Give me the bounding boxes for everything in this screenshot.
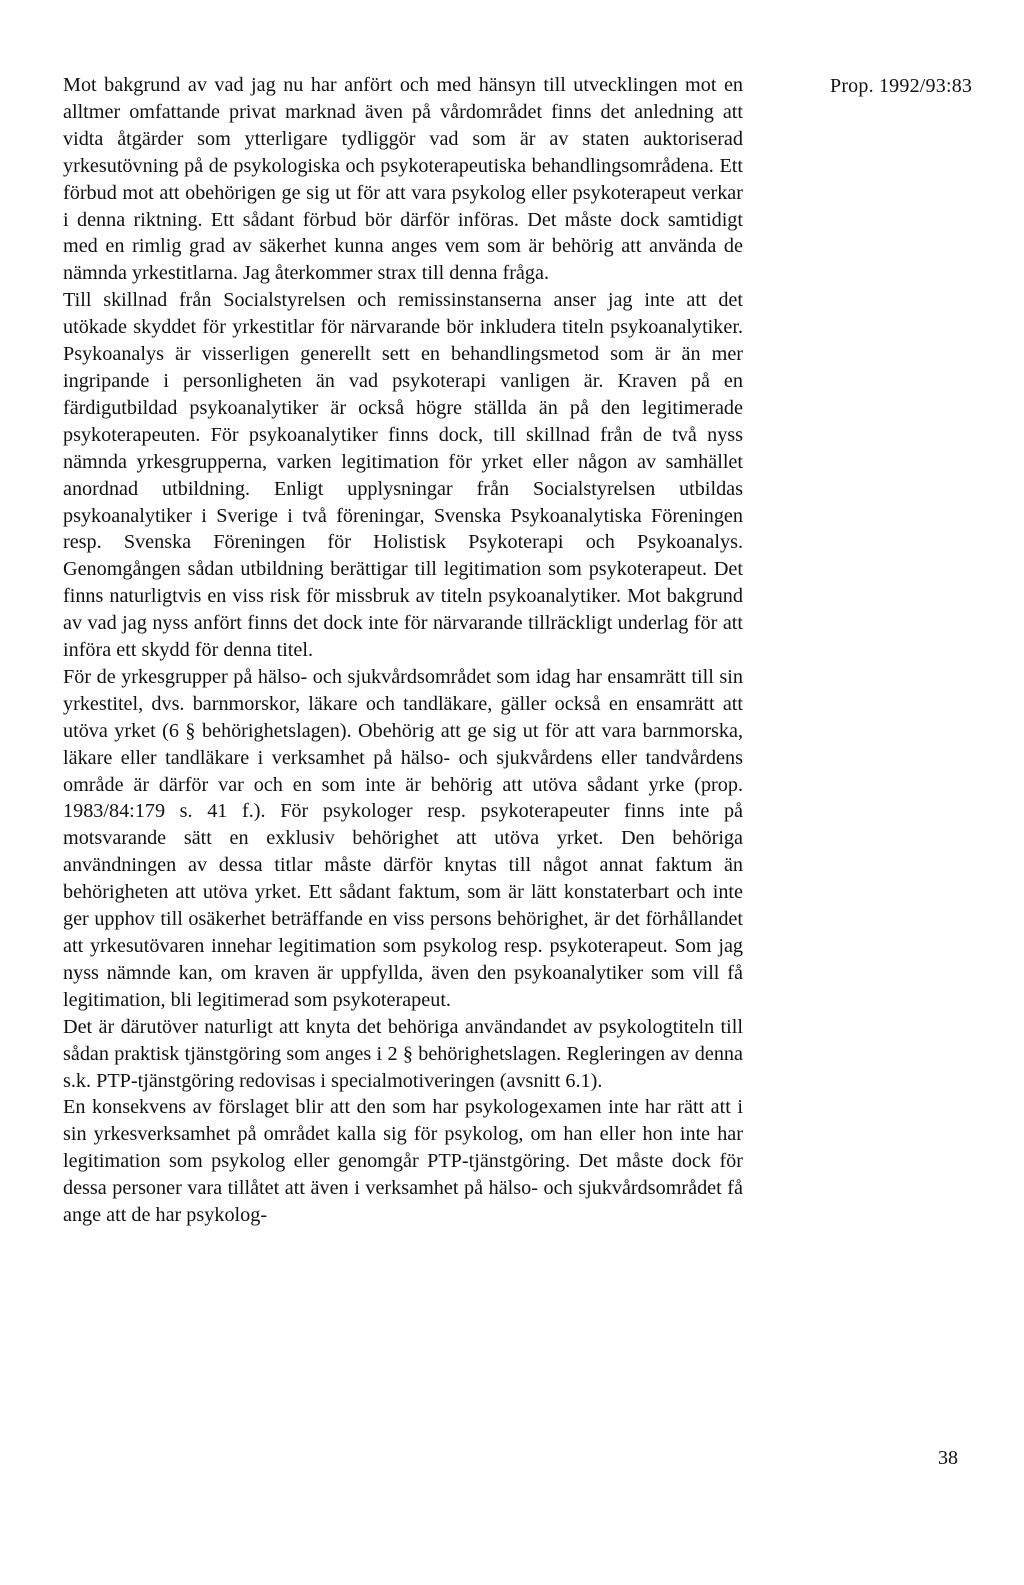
page-number: 38 bbox=[938, 1447, 958, 1469]
paragraph-5: En konsekvens av förslaget blir att den som har psykologexamen inte har rätt att i sin yrkesverksamhet på området kalla sig för psykolog, om han eller hon inte har legitimation som psykolog eller genomgår PTP-tjänstgöring. Det måste dock för dessa personer vara tillåtet att även i verksamhet på hälso- och sjukvårdsområdet få ange att de har psykolog- bbox=[63, 1096, 743, 1227]
paragraph-3: För de yrkesgrupper på hälso- och sjukvårdsområdet som idag har ensamrätt till sin yrkestitel, dvs. barnmorskor, läkare och tandläkare, gäller också en ensamrätt att utöva yrket (6 § behörighetslagen). Obehörig att ge sig ut för att vara barnmorska, läkare eller tandläkare i verksamhet på hälso- och sjukvårdens eller tandvårdens område är därför var och en som inte är behörig att utöva sådant yrke (prop. 1983/84:179 s. 41 f.). För psykologer resp. psykoterapeuter finns inte på motsvarande sätt en exklusiv behörighet att utöva yrket. Den behöriga användningen av dessa titlar måste därför knytas till något annat faktum än behörigheten att utöva yrket. Ett sådant faktum, som är lätt konstaterbart och inte ger upphov till osäkerhet beträffande en viss persons behörighet, är det förhållandet att yrkesutövaren innehar legitimation som psykolog resp. psykoterapeut. Som jag nyss nämnde kan, om kraven är uppfyllda, även den psykoanalytiker som vill få legitimation, bli legitimerad som psykoterapeut. bbox=[63, 665, 743, 1011]
document-reference: Prop. 1992/93:83 bbox=[830, 75, 973, 97]
paragraph-4: Det är därutöver naturligt att knyta det behöriga användandet av psykologtiteln till sådan praktisk tjänstgöring som anges i 2 § behörighetslagen. Regleringen av denna s.k. PTP-tjänstgöring redovisas i specialmotiveringen (avsnitt 6.1). bbox=[63, 1015, 743, 1092]
body-text bbox=[63, 72, 743, 1229]
paragraph-1: Mot bakgrund av vad jag nu har anfört och med hänsyn till utvecklingen mot en alltmer omfattande privat marknad även på vårdområdet finns det anledning att vidta åtgärder som ytterligare tydliggör vad som är av staten auktoriserad yrkesutövning på de psykologiska och psykoterapeutiska behandlingsområdena. Ett förbud mot att obehörigen ge sig ut för att vara psykolog eller psykoterapeut verkar i denna riktning. Ett sådant förbud bör därför införas. Det måste dock samtidigt med en rimlig grad av säkerhet kunna anges vem som är behörig att använda de nämnda yrkestitlarna. Jag återkommer strax till denna fråga. bbox=[63, 74, 743, 285]
paragraph-2: Till skillnad från Socialstyrelsen och remissinstanserna anser jag inte att det utökade skyddet för yrkestitlar för närvarande bör inkludera titeln psykoanalytiker. Psykoanalys är visserligen generellt sett en behandlingsmetod som är än mer ingripande i personligheten än vad psykoterapi vanligen är. Kraven på en färdigutbildad psykoanalytiker är också högre ställda än på den legitimerade psykoterapeuten. För psykoanalytiker finns dock, till skillnad från de två nyss nämnda yrkesgrupperna, varken legitimation för yrket eller någon av samhället anordnad utbildning. Enligt upplysningar från Socialstyrelsen utbildas psykoanalytiker i Sverige i två föreningar, Svenska Psykoanalytiska Föreningen resp. Svenska Föreningen för Holistisk Psykoterapi och Psykoanalys. Genomgången sådan utbildning berättigar till legitimation som psykoterapeut. Det finns naturligtvis en viss risk för missbruk av titeln psykoanalytiker. Mot bakgrund av vad jag nyss anfört finns det dock inte för närvarande tillräckligt underlag för att införa ett skydd för denna titel. bbox=[63, 289, 743, 662]
